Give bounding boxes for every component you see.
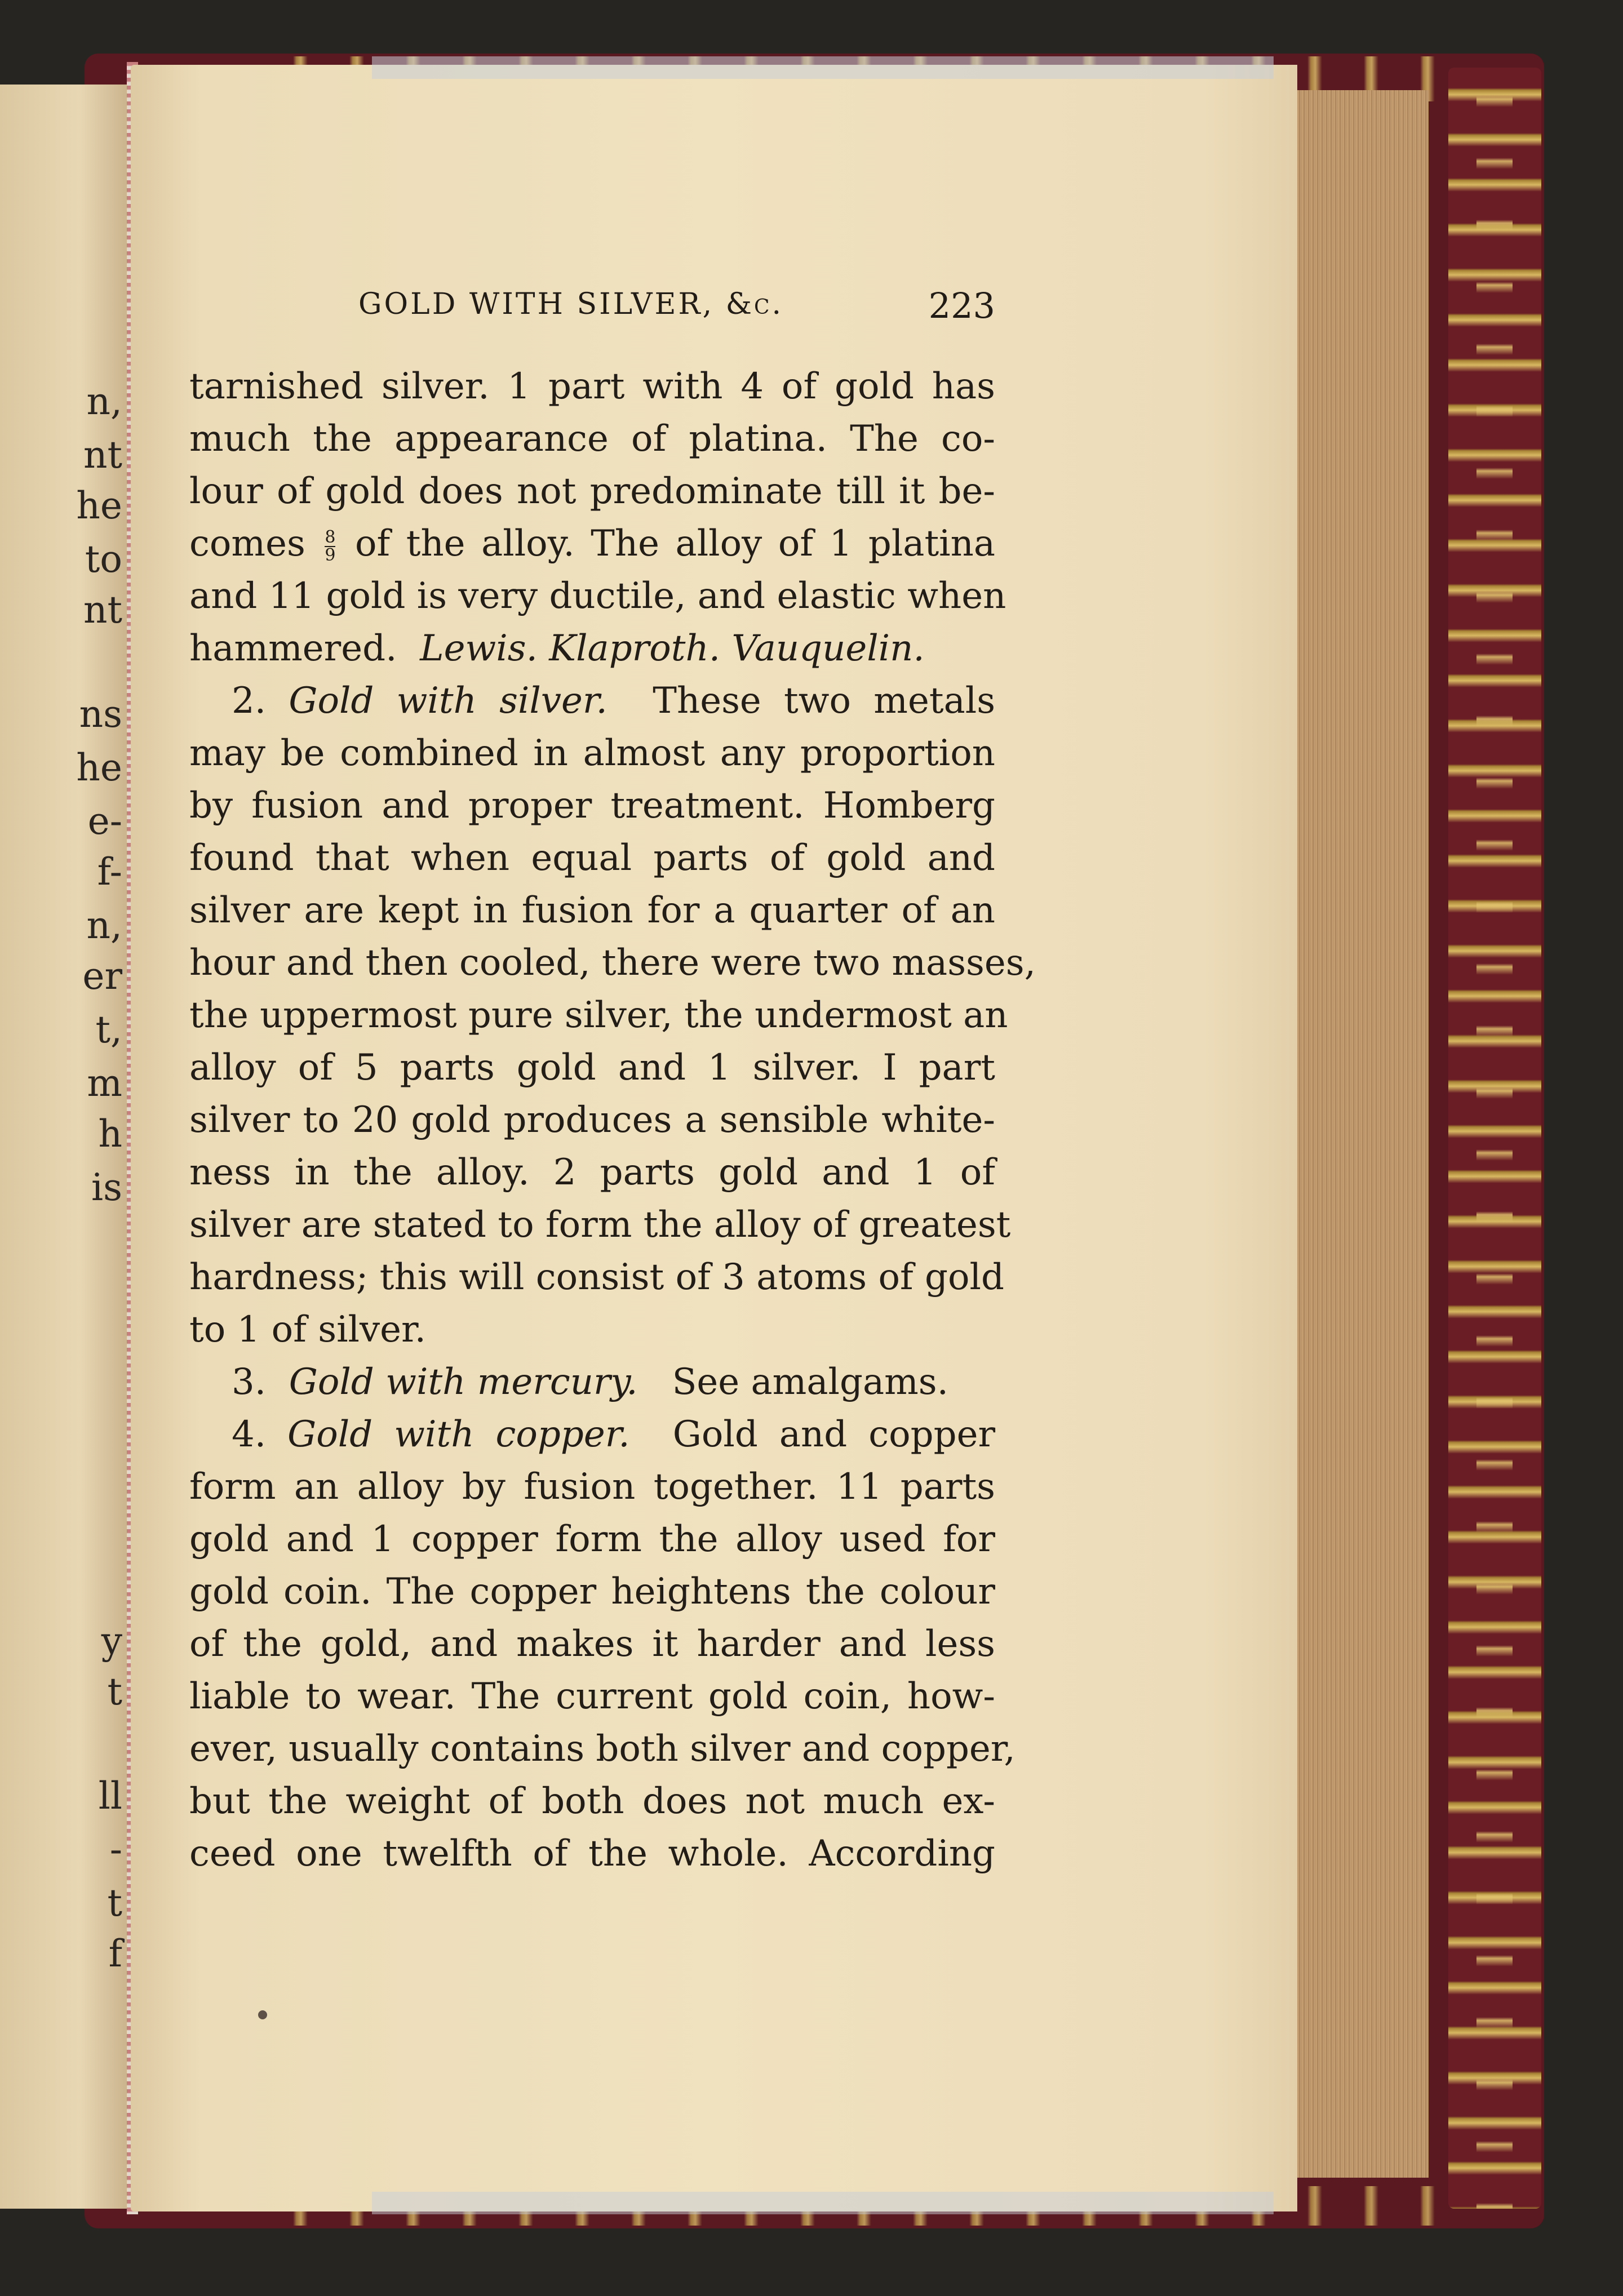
text-line: silver are kept in fusion for a quarter of an — [189, 890, 995, 931]
running-header — [189, 287, 995, 327]
left-page-fragment: n, — [86, 380, 122, 423]
scan-support-strip-bottom — [372, 2192, 1274, 2214]
left-page-fragment: y — [101, 1619, 122, 1663]
left-page-fragment: t — [107, 1881, 122, 1925]
scan-support-strip-top — [372, 56, 1274, 79]
text-line: but the weight of both does not much ex- — [189, 1780, 995, 1822]
text-run: See amalgams. — [672, 1361, 948, 1403]
text-line: may be combined in almost any proportion — [189, 732, 995, 774]
left-page-fragment: e- — [87, 800, 122, 843]
text-line: alloy of 5 parts gold and 1 silver. I part — [189, 1047, 995, 1089]
text-line: gold coin. The copper heightens the colour — [189, 1571, 995, 1613]
text-line: the uppermost pure silver, the undermost an — [189, 994, 1008, 1036]
page-edges — [1288, 90, 1429, 2178]
text-line: by fusion and proper treatment. Homberg — [189, 785, 995, 827]
section-number: 2. — [232, 680, 267, 722]
citation: Lewis. Klaproth. Vauquelin. — [420, 628, 925, 669]
text-line — [189, 518, 995, 570]
left-page-fragment: ns — [79, 692, 122, 736]
left-page-fragment: nt — [83, 588, 122, 632]
text-line: ever, usually contains both silver and copper, — [189, 1728, 1016, 1770]
page-number: 223 — [928, 285, 995, 326]
text-line — [189, 623, 995, 675]
left-page-fragment: m — [87, 1062, 122, 1105]
text-run: These two metals — [653, 680, 996, 722]
left-page-fragment: f — [108, 1932, 122, 1975]
text-run: comes — [189, 523, 305, 565]
text-line: lour of gold does not predominate till it be- — [189, 470, 995, 512]
left-page-fragment: he — [76, 746, 122, 789]
left-page-fragment: nt — [83, 433, 122, 477]
gilt-border-right — [1448, 68, 1541, 2209]
text-line: form an alloy by fusion together. 11 parts — [189, 1466, 995, 1508]
text-line: hour and then cooled, there were two masses, — [189, 942, 1036, 984]
text-line: to 1 of silver. — [189, 1309, 426, 1351]
left-page-fragment: t, — [95, 1008, 122, 1051]
left-page-fragment: ll — [98, 1774, 122, 1818]
text-line: of the gold, and makes it harder and less — [189, 1623, 995, 1665]
left-page-fragment: to — [85, 538, 122, 581]
text-line: silver to 20 gold produces a sensible white- — [189, 1099, 995, 1141]
left-page-fragment: is — [91, 1166, 122, 1209]
text-line: gold and 1 copper form the alloy used for — [189, 1518, 995, 1560]
text-run: hammered. — [189, 628, 397, 669]
text-line: ceed one twelfth of the whole. According — [189, 1833, 995, 1875]
text-line: silver are stated to form the alloy of greatest — [189, 1204, 1011, 1246]
text-line: found that when equal parts of gold and — [189, 837, 995, 879]
left-page-fragment: - — [109, 1828, 122, 1871]
left-page-fragment: er — [82, 954, 122, 998]
text-run: of the alloy. The alloy of 1 platina — [354, 523, 996, 565]
previous-page — [0, 85, 132, 2209]
text-line: much the appearance of platina. The co- — [189, 418, 995, 460]
left-page-fragment: n, — [86, 904, 122, 947]
section-heading: Gold with mercury. — [289, 1361, 638, 1403]
text-line: liable to wear. The current gold coin, how- — [189, 1676, 995, 1717]
text-line: and 11 gold is very ductile, and elastic when — [189, 575, 1006, 617]
text-line — [189, 1409, 995, 1461]
text-run: Gold and copper — [672, 1414, 996, 1455]
left-page-fragment: t — [107, 1670, 122, 1713]
text-line: tarnished silver. 1 part with 4 of gold has — [189, 366, 995, 407]
text-line: ness in the alloy. 2 parts gold and 1 of — [189, 1152, 995, 1193]
left-page-fragment: he — [76, 484, 122, 527]
fraction-numerator: 8 — [325, 527, 336, 547]
ink-speck — [258, 2010, 267, 2019]
body-text — [189, 361, 1036, 1880]
section-heading: Gold with copper. — [287, 1414, 630, 1455]
section-heading: Gold with silver. — [289, 680, 607, 722]
text-line: hardness; this will consist of 3 atoms of gold — [189, 1256, 1004, 1298]
fraction — [325, 529, 335, 564]
running-title: GOLD WITH SILVER, &c. — [358, 287, 784, 321]
fraction-denominator: 9 — [325, 545, 336, 565]
section-number: 4. — [232, 1414, 267, 1455]
section-number: 3. — [232, 1361, 267, 1403]
text-line — [189, 675, 995, 727]
left-page-fragment: h — [98, 1112, 122, 1156]
left-page-fragment: f- — [97, 850, 122, 894]
text-line — [189, 1356, 995, 1409]
